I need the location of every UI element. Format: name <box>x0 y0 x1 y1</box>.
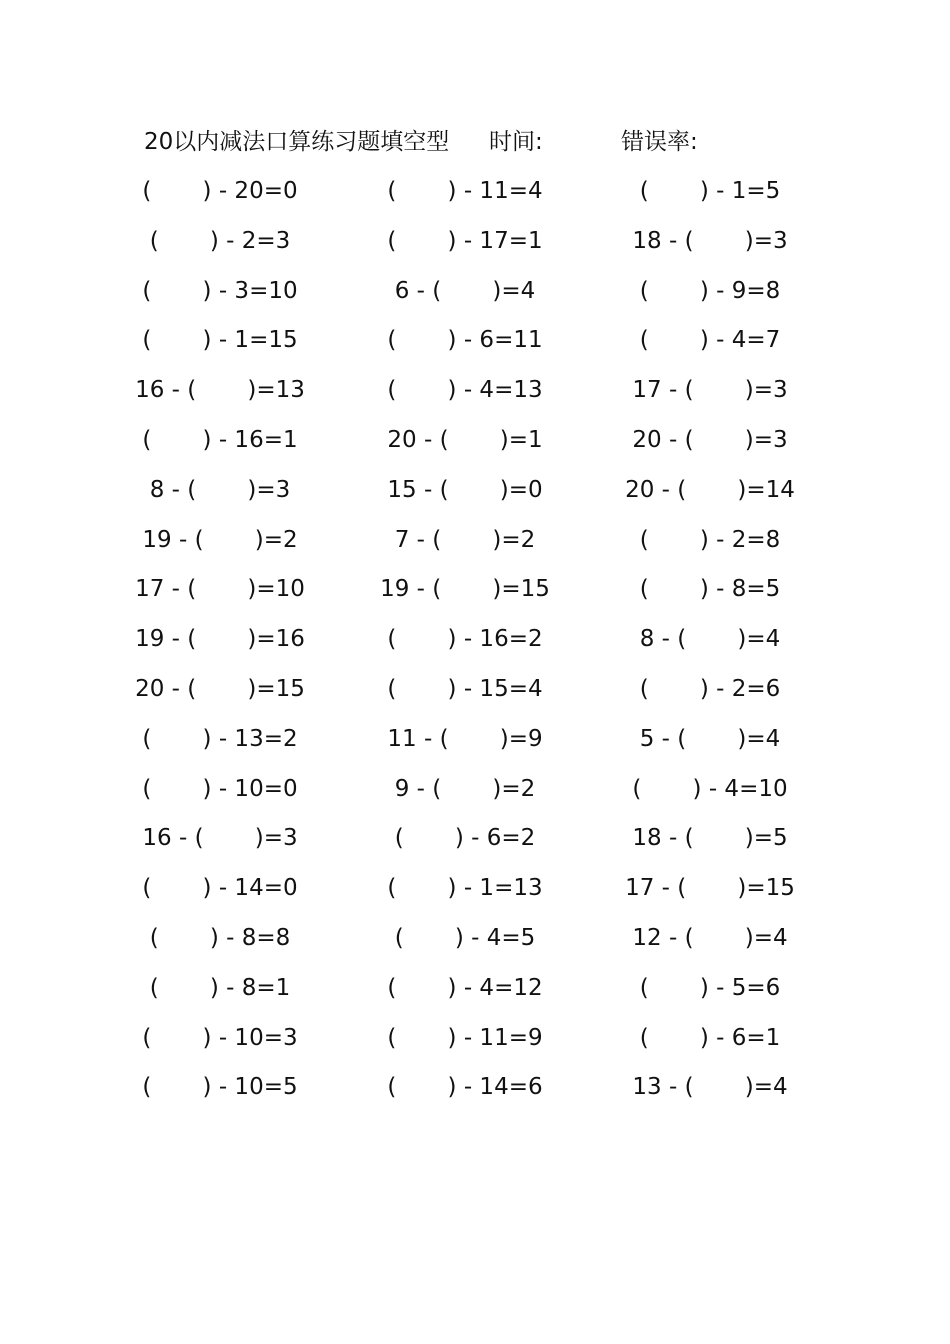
problem: 17 - ( )=10 <box>135 576 305 603</box>
problem: 9 - ( )=2 <box>394 775 536 802</box>
problem: ( ) - 17=1 <box>387 227 543 254</box>
problem: ( ) - 9=8 <box>639 277 781 304</box>
problem: 17 - ( )=15 <box>625 875 795 902</box>
problem-column-1 <box>120 172 320 1118</box>
problem: ( ) - 2=8 <box>639 526 781 553</box>
problem: 5 - ( )=4 <box>639 725 781 752</box>
problem: ( ) - 10=5 <box>142 1074 298 1101</box>
problem: ( ) - 4=7 <box>639 327 781 354</box>
problem: ( ) - 8=5 <box>639 576 781 603</box>
error-rate-label: 错误率: <box>621 129 698 155</box>
problem: ( ) - 2=6 <box>639 675 781 702</box>
problem: ( ) - 16=2 <box>387 626 543 653</box>
problem: 12 - ( )=4 <box>632 924 788 951</box>
problem: ( ) - 10=0 <box>142 775 298 802</box>
problem: ( ) - 4=13 <box>387 377 543 404</box>
problem: ( ) - 8=1 <box>149 974 291 1001</box>
problem: 16 - ( )=3 <box>142 825 298 852</box>
problem: ( ) - 11=4 <box>387 178 543 204</box>
problem: 19 - ( )=2 <box>142 526 298 553</box>
problem: ( ) - 2=3 <box>149 227 291 254</box>
problem: ( ) - 4=5 <box>394 924 536 951</box>
problem: ( ) - 4=12 <box>387 974 543 1001</box>
problem: ( ) - 11=9 <box>387 1024 543 1051</box>
problem: 17 - ( )=3 <box>632 377 788 404</box>
problem: ( ) - 6=11 <box>387 327 543 354</box>
problem: 15 - ( )=0 <box>387 476 543 503</box>
problem: ( ) - 10=3 <box>142 1024 298 1051</box>
problem: 20 - ( )=3 <box>632 426 788 453</box>
problem: ( ) - 3=10 <box>142 277 298 304</box>
problem: 7 - ( )=2 <box>394 526 536 553</box>
problem: ( ) - 1=15 <box>142 327 298 354</box>
problem: ( ) - 16=1 <box>142 426 298 453</box>
problem: 8 - ( )=3 <box>149 476 291 503</box>
problem: ( ) - 14=6 <box>387 1074 543 1101</box>
problem: 13 - ( )=4 <box>632 1074 788 1101</box>
problem: 20 - ( )=15 <box>135 675 305 702</box>
time-label: 时间: <box>489 129 543 155</box>
problem-column-2 <box>365 172 565 1118</box>
problem: ( ) - 8=8 <box>149 924 291 951</box>
problem: ( ) - 4=10 <box>632 775 788 802</box>
problem: ( ) - 1=5 <box>639 178 781 204</box>
problem: 8 - ( )=4 <box>639 626 781 653</box>
problem: ( ) - 5=6 <box>639 974 781 1001</box>
problem: ( ) - 14=0 <box>142 875 298 902</box>
problem: 16 - ( )=13 <box>135 377 305 404</box>
problem: ( ) - 15=4 <box>387 675 543 702</box>
problem: 20 - ( )=1 <box>387 426 543 453</box>
problem: ( ) - 6=2 <box>394 825 536 852</box>
problem: ( ) - 20=0 <box>142 178 298 204</box>
problem: 20 - ( )=14 <box>625 476 795 503</box>
problem: ( ) - 1=13 <box>387 875 543 902</box>
problem-column-3 <box>610 172 810 1118</box>
problem: 19 - ( )=16 <box>135 626 305 653</box>
worksheet-title: 20以内减法口算练习题填空型 <box>144 129 450 155</box>
problem: 18 - ( )=3 <box>632 227 788 254</box>
problem: ( ) - 13=2 <box>142 725 298 752</box>
problem: 6 - ( )=4 <box>394 277 536 304</box>
problem: 19 - ( )=15 <box>380 576 550 603</box>
problem: 11 - ( )=9 <box>387 725 543 752</box>
problem: ( ) - 6=1 <box>639 1024 781 1051</box>
problem: 18 - ( )=5 <box>632 825 788 852</box>
